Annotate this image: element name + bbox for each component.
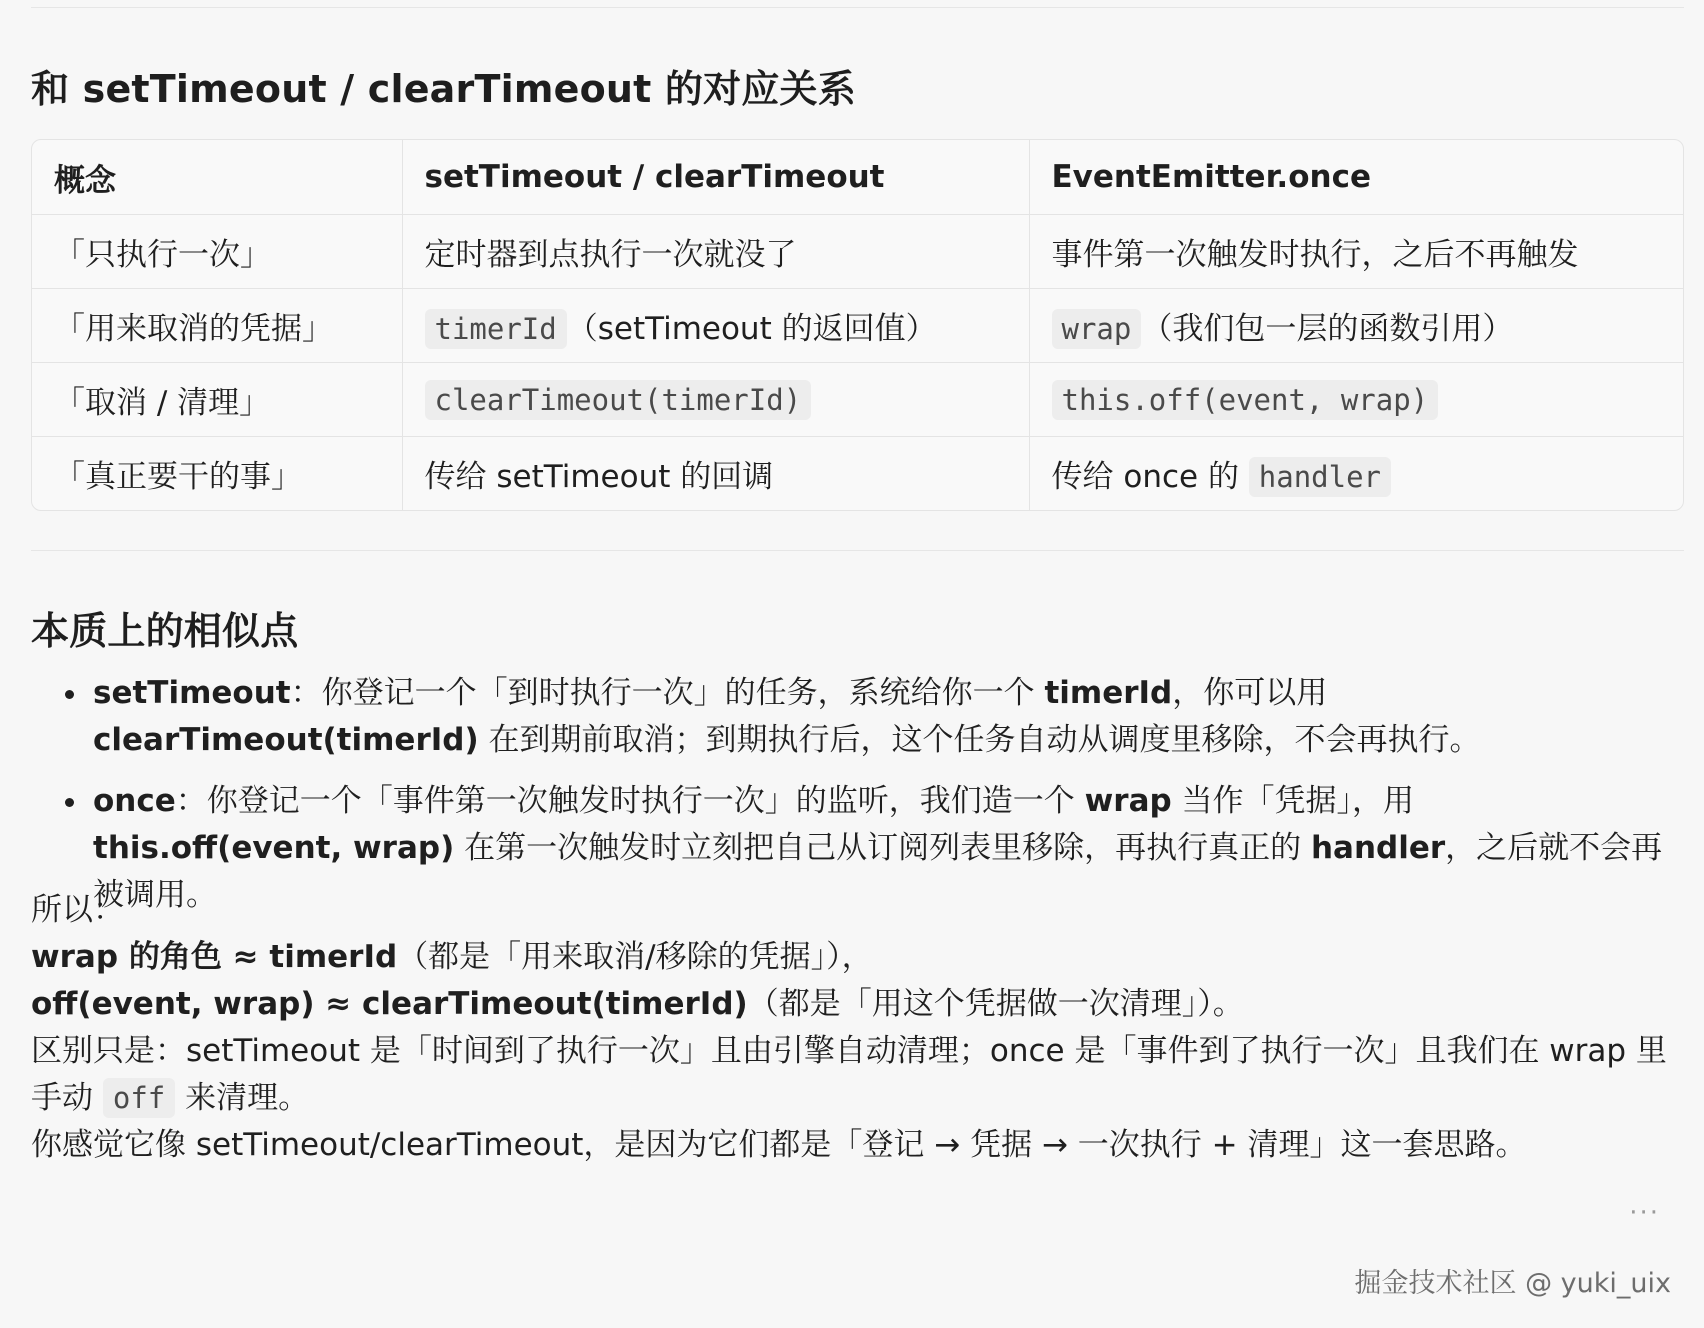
table-row bbox=[32, 215, 1683, 289]
section-heading-mapping: 和 setTimeout / clearTimeout 的对应关系 bbox=[31, 67, 856, 111]
bold-term: off(event, wrap) ≈ clearTimeout(timerId) bbox=[31, 986, 748, 1022]
more-options-icon[interactable]: ··· bbox=[1629, 1198, 1660, 1228]
table-row bbox=[32, 363, 1683, 437]
text: ，你可以用 bbox=[1172, 675, 1328, 711]
bold-term: this.off(event, wrap) bbox=[93, 830, 455, 866]
cell-text: （我们包一层的函数引用） bbox=[1141, 311, 1514, 347]
summary-line-4: 你感觉它像 setTimeout/clearTimeout，是因为它们都是「登记 → 凭据 → 一次执行 + 清理」这一套思路。 bbox=[31, 1127, 1527, 1163]
summary-intro: 所以： bbox=[31, 892, 124, 928]
header-settimeout: setTimeout / clearTimeout bbox=[402, 140, 1029, 215]
summary-line-3 bbox=[31, 1028, 1681, 1122]
cell-text: （setTimeout 的返回值） bbox=[566, 311, 937, 347]
cell-concept: 「取消 / 清理」 bbox=[32, 363, 402, 437]
text: 区别只是：setTimeout 是「时间到了执行一次」且由引擎自动清理；once 是「事件到了执行一次」且我们在 wrap 里手动 bbox=[31, 1033, 1667, 1116]
cell-concept: 「用来取消的凭据」 bbox=[32, 289, 402, 363]
table-row bbox=[32, 289, 1683, 363]
text: 在到期前取消；到期执行后，这个任务自动从调度里移除，不会再执行。 bbox=[478, 722, 1481, 758]
cell-once bbox=[1029, 289, 1683, 363]
text: ，之后就不会再被调用。 bbox=[93, 830, 1663, 913]
table-header-row bbox=[32, 140, 1683, 215]
text: （都是「用来取消/移除的凭据」）， bbox=[397, 939, 873, 975]
list-item bbox=[31, 670, 1671, 764]
cell-text: 传给 once 的 bbox=[1051, 459, 1249, 495]
inline-code: off bbox=[103, 1078, 175, 1118]
inline-code: clearTimeout(timerId) bbox=[425, 380, 812, 420]
bold-term: timerId bbox=[1044, 675, 1173, 711]
text: 来清理。 bbox=[175, 1080, 310, 1116]
header-concept: 概念 bbox=[32, 140, 402, 215]
text: 当作「凭据」，用 bbox=[1171, 783, 1415, 819]
inline-code: timerId bbox=[425, 309, 567, 349]
summary-line-1 bbox=[31, 934, 1681, 981]
cell-settimeout: 定时器到点执行一次就没了 bbox=[402, 215, 1029, 289]
cell-once bbox=[1029, 437, 1683, 511]
table-row bbox=[32, 437, 1683, 511]
cell-concept: 「真正要干的事」 bbox=[32, 437, 402, 511]
cell-concept: 「只执行一次」 bbox=[32, 215, 402, 289]
text: ：你登记一个「事件第一次触发时执行一次」的监听，我们造一个 bbox=[175, 783, 1085, 819]
cell-settimeout bbox=[402, 289, 1029, 363]
section-divider bbox=[31, 550, 1684, 551]
watermark: 掘金技术社区 @ yuki_uix bbox=[1354, 1268, 1671, 1299]
top-divider bbox=[31, 7, 1684, 8]
cell-settimeout: 传给 setTimeout 的回调 bbox=[402, 437, 1029, 511]
cell-once: 事件第一次触发时执行，之后不再触发 bbox=[1029, 215, 1683, 289]
bold-term: once bbox=[93, 783, 176, 819]
text: （都是「用这个凭据做一次清理」）。 bbox=[747, 986, 1244, 1022]
inline-code: this.off(event, wrap) bbox=[1052, 380, 1439, 420]
comparison-table bbox=[31, 139, 1684, 511]
header-once: EventEmitter.once bbox=[1029, 140, 1683, 215]
bold-term: clearTimeout(timerId) bbox=[93, 722, 479, 758]
bold-term: wrap bbox=[1084, 783, 1172, 819]
bold-term: handler bbox=[1310, 830, 1446, 866]
bullet-dot bbox=[65, 798, 74, 807]
text: ：你登记一个「到时执行一次」的任务，系统给你一个 bbox=[290, 675, 1045, 711]
inline-code: wrap bbox=[1052, 309, 1142, 349]
cell-once bbox=[1029, 363, 1683, 437]
bold-term: wrap 的角色 ≈ timerId bbox=[31, 939, 398, 975]
bold-term: setTimeout bbox=[93, 675, 291, 711]
section-heading-similarities: 本质上的相似点 bbox=[31, 609, 299, 653]
text: 在第一次触发时立刻把自己从订阅列表里移除，再执行真正的 bbox=[454, 830, 1311, 866]
inline-code: handler bbox=[1249, 457, 1391, 497]
cell-settimeout bbox=[402, 363, 1029, 437]
summary-line-2 bbox=[31, 981, 1681, 1028]
summary-block bbox=[31, 887, 1681, 1169]
bullet-dot bbox=[65, 690, 74, 699]
